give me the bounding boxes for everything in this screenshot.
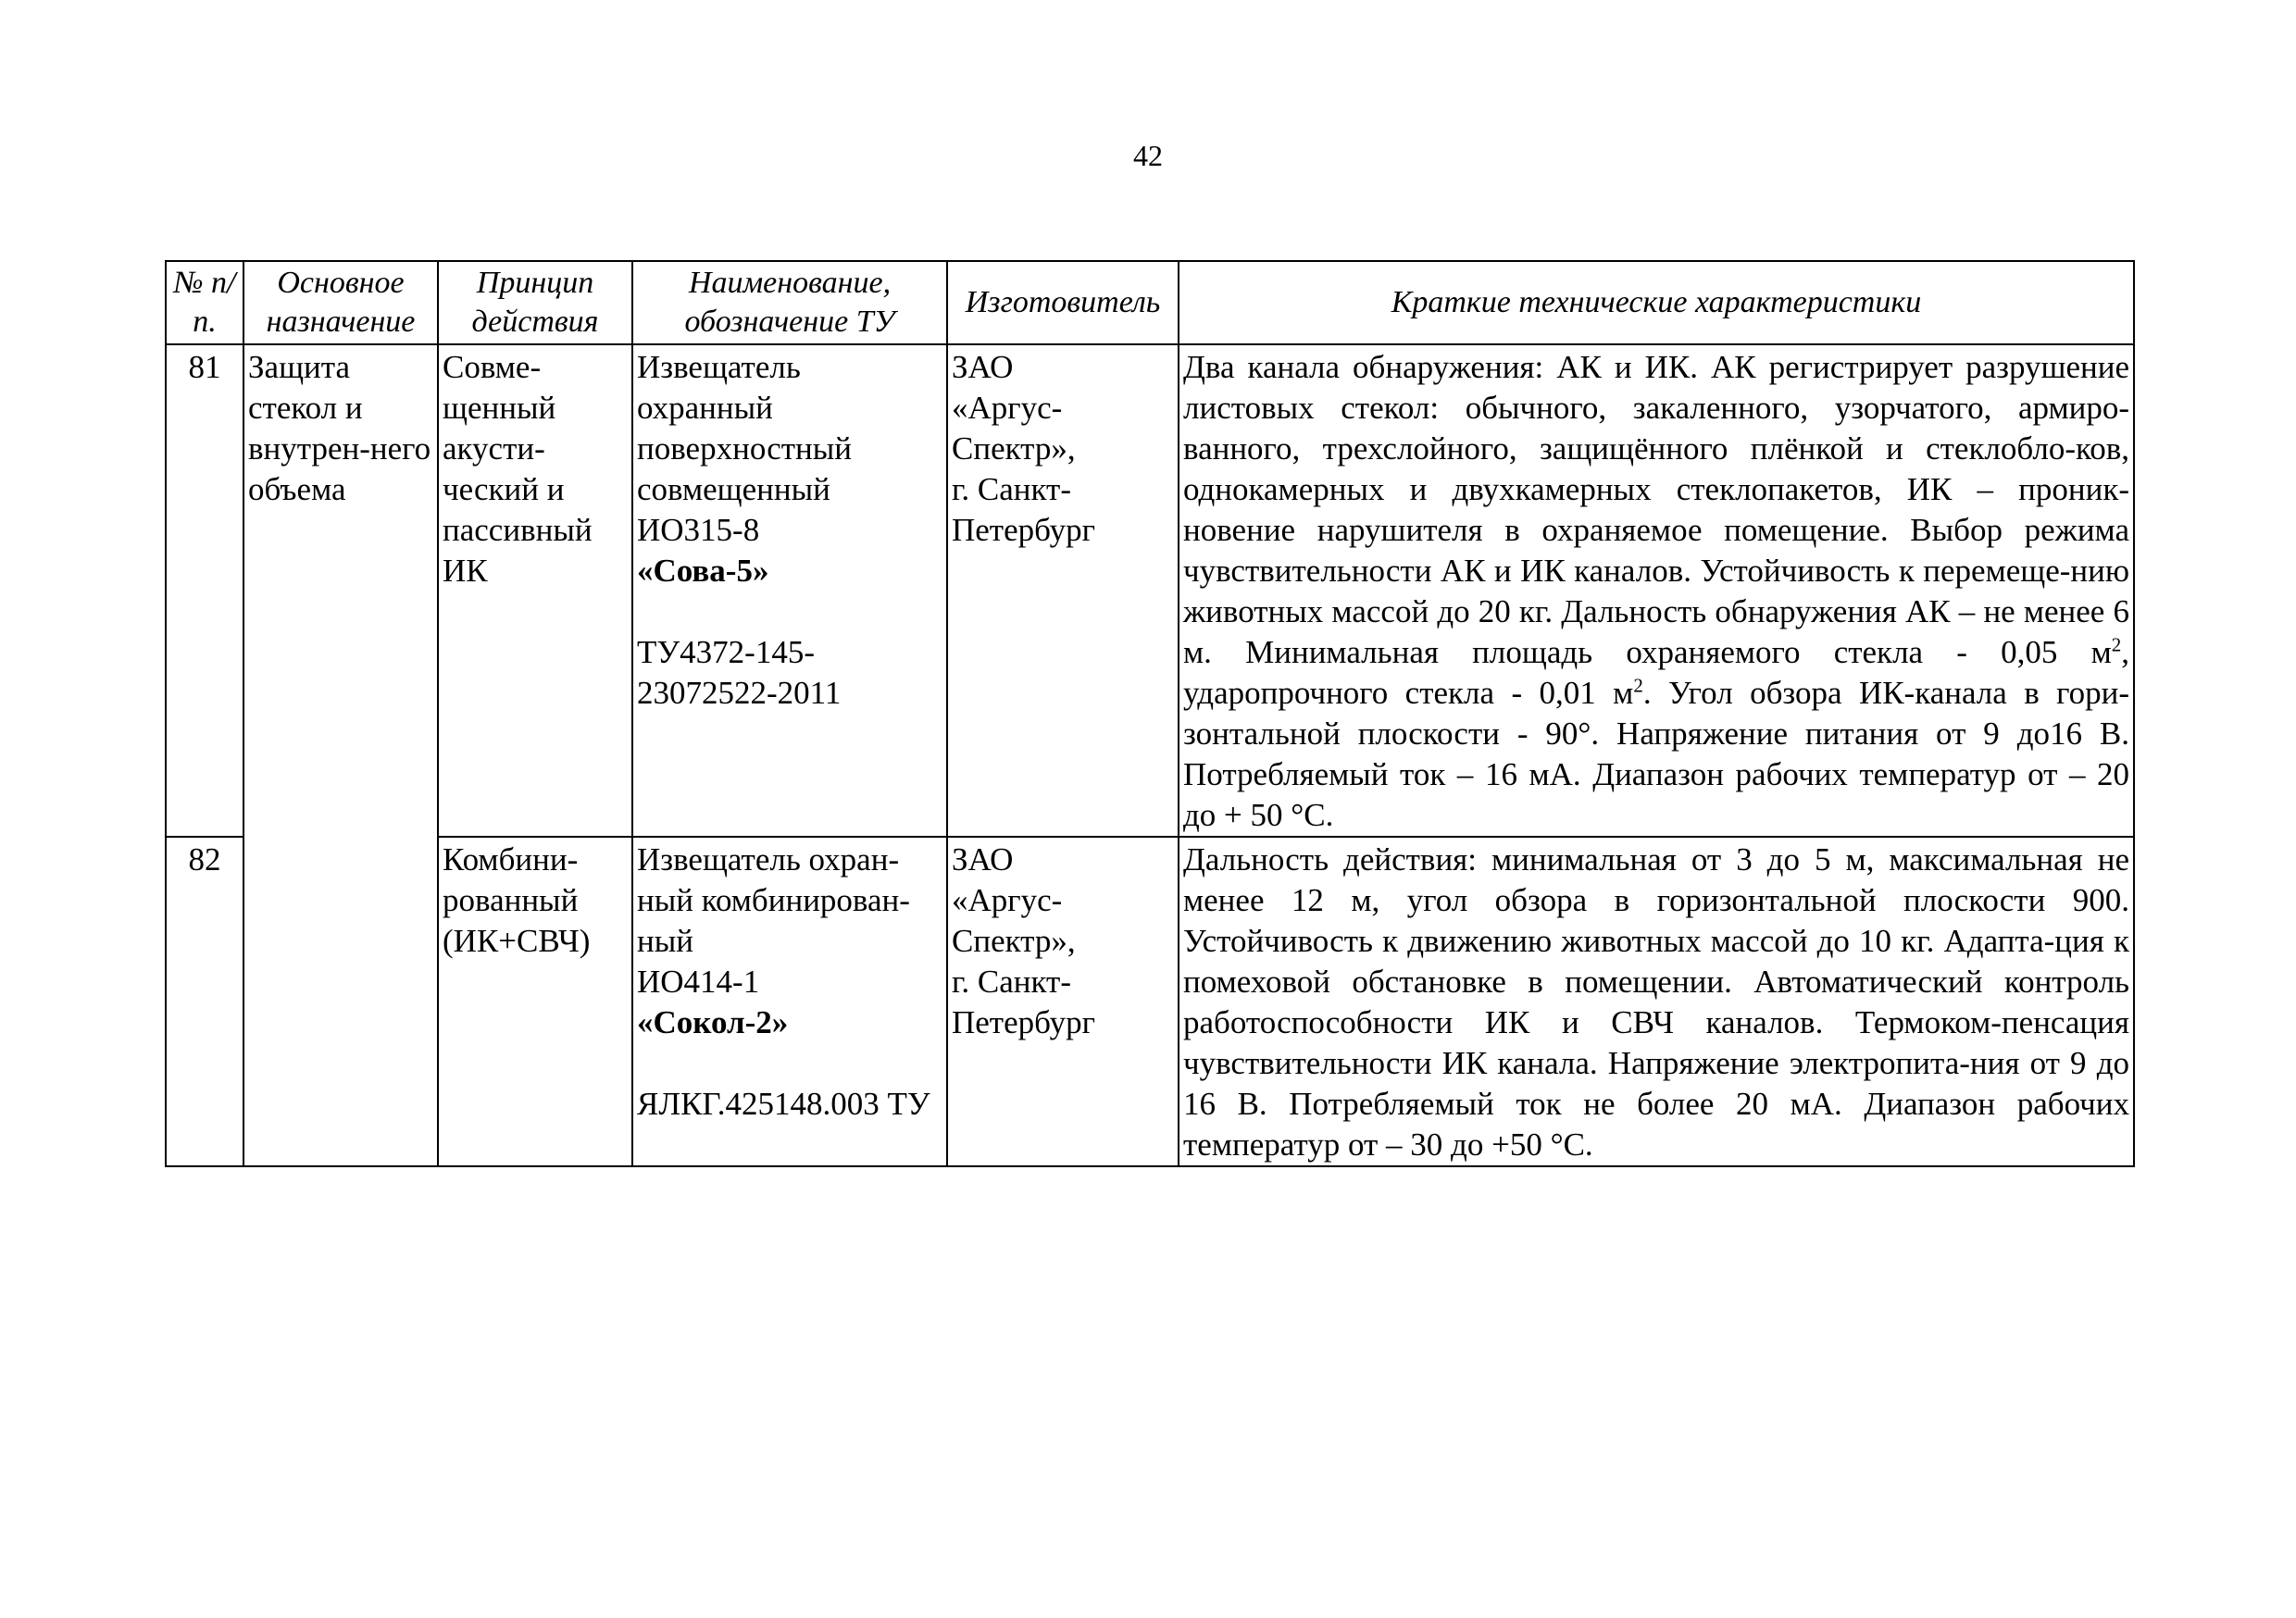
manufacturer-line: Петербург — [952, 512, 1095, 548]
tu-designation: ТУ4372-145-23072522-2011 — [637, 634, 842, 711]
page-number: 42 — [1133, 139, 1163, 172]
superscript: 2 — [2111, 633, 2122, 656]
table-header-row — [166, 261, 2134, 344]
manufacturer-line: «Аргус- — [952, 882, 1063, 918]
device-name-line: поверхностный — [637, 430, 852, 467]
table-row — [166, 344, 2134, 837]
header-specs: Краткие технические характеристики — [1179, 261, 2134, 344]
superscript: 2 — [1633, 674, 1643, 697]
specs-text: . Угол обзора ИК-канала в гори-зонтальной плоскости - 90°. Напряжение питания от 9 до16 В. Потребляемый ток – 16 мА. Диапазон рабочих температур от – 20 до + 50 °С. — [1183, 675, 2130, 833]
header-name: Наименование, обозначение ТУ — [632, 261, 947, 344]
specs-text: , ударопрочного стекла - 0,01 м — [1183, 634, 2129, 711]
row-number: 82 — [166, 837, 243, 1166]
tu-designation: ЯЛКГ.425148.003 ТУ — [637, 1086, 930, 1122]
manufacturer-line: Спектр», — [952, 923, 1076, 959]
header-principle: Принцип действия — [438, 261, 632, 344]
manufacturer-cell — [947, 344, 1179, 837]
header-number: № п/п. — [166, 261, 243, 344]
device-model: «Сокол-2» — [637, 1004, 789, 1040]
device-name-line: Извещатель — [637, 349, 801, 385]
specs-text: Два канала обнаружения: АК и ИК. АК регистрирует разрушение листовых стекол: обычного, закаленного, узорчатого, армиро-ванного, трехслойного, защищённого плёнкой и стеклобло-ков, однокамерных и двухкамерных стеклопакетов, ИК – проник-новение нарушителя в охраняемое помещение. Выбор режима чувствительности АК и ИК каналов. Устойчивость к перемеще-нию животных массой до 20 кг. Дальность обнаружения АК – не менее 6 м. Минимальная площадь охраняемого стекла - 0,05 м — [1183, 349, 2129, 670]
device-name-cell — [632, 837, 947, 1166]
manufacturer-cell — [947, 837, 1179, 1166]
device-name-line: Извещатель охран- — [637, 841, 900, 877]
header-purpose: Основное назначение — [243, 261, 438, 344]
manufacturer-line: «Аргус- — [952, 390, 1063, 426]
device-model: «Сова-5» — [637, 553, 769, 589]
device-name-line: ИО315-8 — [637, 512, 760, 548]
manufacturer-line: г. Санкт- — [952, 964, 1072, 1000]
row-number: 81 — [166, 344, 243, 837]
device-name-line: совмещенный — [637, 471, 830, 507]
manufacturer-line: Спектр», — [952, 430, 1076, 467]
header-maker: Изготовитель — [947, 261, 1179, 344]
principle-cell: Совме-щенный акусти-ческий и пассивный ИК — [438, 344, 632, 837]
device-name-line: ИО414-1 — [637, 964, 760, 1000]
manufacturer-line: ЗАО — [952, 349, 1014, 385]
specs-cell: Дальность действия: минимальная от 3 до 5 м, максимальная не менее 12 м, угол обзора в горизонтальной плоскости 900. Устойчивость к движению животных массой до 10 кг. Адапта-ция к помеховой обстановке в помещении. Автоматический контроль работоспособности ИК и СВЧ каналов. Термоком-пенсация чувствительности ИК канала. Напряжение электропита-ния от 9 до 16 В. Потребляемый ток не более 20 мА. Диапазон рабочих температур от – 30 до +50 °С. — [1179, 837, 2134, 1166]
manufacturer-line: ЗАО — [952, 841, 1014, 877]
table-row — [166, 837, 2134, 1166]
principle-cell: Комбини-рованный (ИК+СВЧ) — [438, 837, 632, 1166]
specs-cell — [1179, 344, 2134, 837]
manufacturer-line: г. Санкт- — [952, 471, 1072, 507]
specifications-table — [165, 260, 2135, 1167]
purpose-cell: Защита стекол и внутрен-него объема — [243, 344, 438, 1166]
manufacturer-line: Петербург — [952, 1004, 1095, 1040]
device-name-line: ный комбинирован- — [637, 882, 910, 918]
device-name-cell — [632, 344, 947, 837]
device-name-line: ный — [637, 923, 693, 959]
device-name-line: охранный — [637, 390, 773, 426]
